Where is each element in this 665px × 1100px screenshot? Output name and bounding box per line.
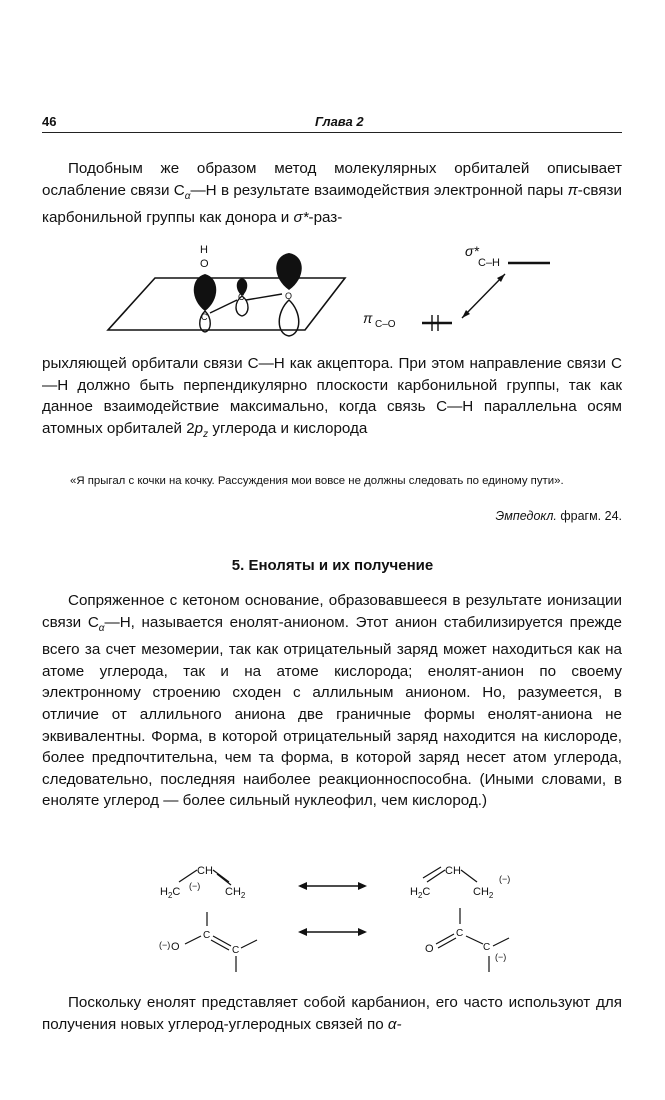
orbital-lobe-ch: [194, 274, 217, 311]
label-c-alpha: C: [201, 312, 208, 322]
interaction-arrow: [462, 274, 505, 318]
resonance-arrow-1-head-r: [358, 882, 367, 890]
allyl-bond-left-2: [213, 870, 229, 882]
page-header: [42, 112, 622, 133]
allyl-bond-right-1: [427, 870, 445, 882]
bond-c-o: [246, 294, 282, 300]
carbonyl-plane: [108, 278, 345, 330]
bond-c-c: [210, 300, 237, 313]
allyl-ch-right: CH: [445, 865, 461, 877]
orbital-lobe-oxygen-top: [276, 253, 302, 290]
enolate-left-cc-double-2: [211, 940, 229, 950]
allyl-minus-right: (−): [499, 874, 511, 884]
label-o-carbonyl: O: [285, 291, 293, 301]
allyl-bond-left-2b: [217, 874, 231, 885]
resonance-arrow-2-head-l: [298, 928, 307, 936]
allyl-bond-right-1b: [423, 867, 441, 878]
enolate-right-o: O: [425, 943, 434, 955]
enolate-right-co-double-1: [436, 934, 454, 944]
section-title: 5. Еноляты и их получение: [231, 557, 434, 574]
enolate-right-minus: (−): [495, 952, 507, 962]
allyl-minus-left: (−): [189, 881, 201, 891]
enolate-left-c2-right: [241, 940, 257, 948]
enolate-left-c1: C: [203, 930, 211, 941]
resonance-arrow-1-head-l: [298, 882, 307, 890]
enolate-right-co-double-2: [438, 938, 456, 948]
allyl-bond-right-2: [461, 870, 477, 882]
paragraph-4: Поскольку енолят представляет собой карбанион, его часто используют для получения новых углерод-углеродных связей по α-: [42, 994, 622, 1033]
label-c-carbonyl: C: [238, 292, 245, 302]
co-label: C–O: [375, 319, 396, 330]
enolate-left-cc-double-1: [213, 936, 231, 946]
sigma-star-label: σ*: [465, 243, 479, 259]
enolate-left-o-minus: (−): [159, 940, 171, 950]
paragraph-1: Подобным же образом метод молекулярных орбиталей описывает ослабление связи $С_\alpha—Н$ в результате взаимодействия электронной пары π-связи карбонильной группы как донора и σ*-раз-: [42, 160, 622, 227]
enolate-right-c2-right: [493, 938, 509, 946]
enolate-right-cc-bond: [466, 936, 483, 944]
paragraph-2: рыхляющей орбитали связи С—Н как акцептора. При этом направление связи С—Н должно быть перпендикулярно плоскости карбонильной группы, так как данное взаимодействие максимально, когда связь С—Н параллельна осям атомных орбиталей $2p_z$ углерода и кислорода: [42, 355, 622, 440]
ch-label: C–H: [478, 257, 501, 269]
allyl-ch2-left: $CH_2$: [225, 886, 246, 900]
allyl-h2c-right: $H_2C$: [410, 886, 431, 900]
enolate-left-o: O: [171, 941, 180, 953]
enolate-left-co-bond: [185, 936, 201, 944]
orbital-diagram: [100, 238, 570, 350]
page-number: 46: [42, 114, 57, 129]
resonance-diagram: [155, 860, 535, 978]
label-o-top: O: [200, 258, 209, 270]
paragraph-3: Сопряженное с кетоном основание, образовавшееся в результате ионизации связи $С_\alpha—Н$, называется енолят-анионом. Этот анион стабилизируется прежде всего за счет мезомерии, так как отрицательный заряд может находиться как на атоме углерода, так и на атоме кислорода; енолят-анион по своему электронному строению сходен с аллильным анионом. Но, разумеется, в отличие от аллильного аниона две граничные формы енолят-аниона не эквивалентны. Форма, в которой отрицательный заряд находится на кислороде, более предпочтительна, чем та форма, в которой заряд несет атом углерода, следовательно, последняя наиболее реакционноспособна. (Иными словами, в еноляте углерод — более сильный нуклеофил, чем кислород.): [42, 592, 622, 810]
enolate-right-c2: C: [483, 942, 491, 953]
chapter-title: Глава 2: [315, 114, 364, 129]
pi-co-label: π: [363, 310, 373, 326]
epigraph-source: Эмпедокл. фрагм. 24.: [495, 509, 622, 523]
enolate-right-c1: C: [456, 928, 464, 939]
allyl-h2c-left: $H_2C$: [160, 886, 181, 900]
label-h: H: [200, 244, 208, 256]
enolate-left-c2: C: [232, 945, 240, 956]
epigraph-quote: «Я прыгал с кочки на кочку. Рассуждения мои вовсе не должны следовать по единому пути».: [70, 475, 564, 487]
allyl-ch2-right: $CH_2$: [473, 886, 494, 900]
allyl-ch-left: CH: [197, 865, 213, 877]
resonance-arrow-2-head-r: [358, 928, 367, 936]
